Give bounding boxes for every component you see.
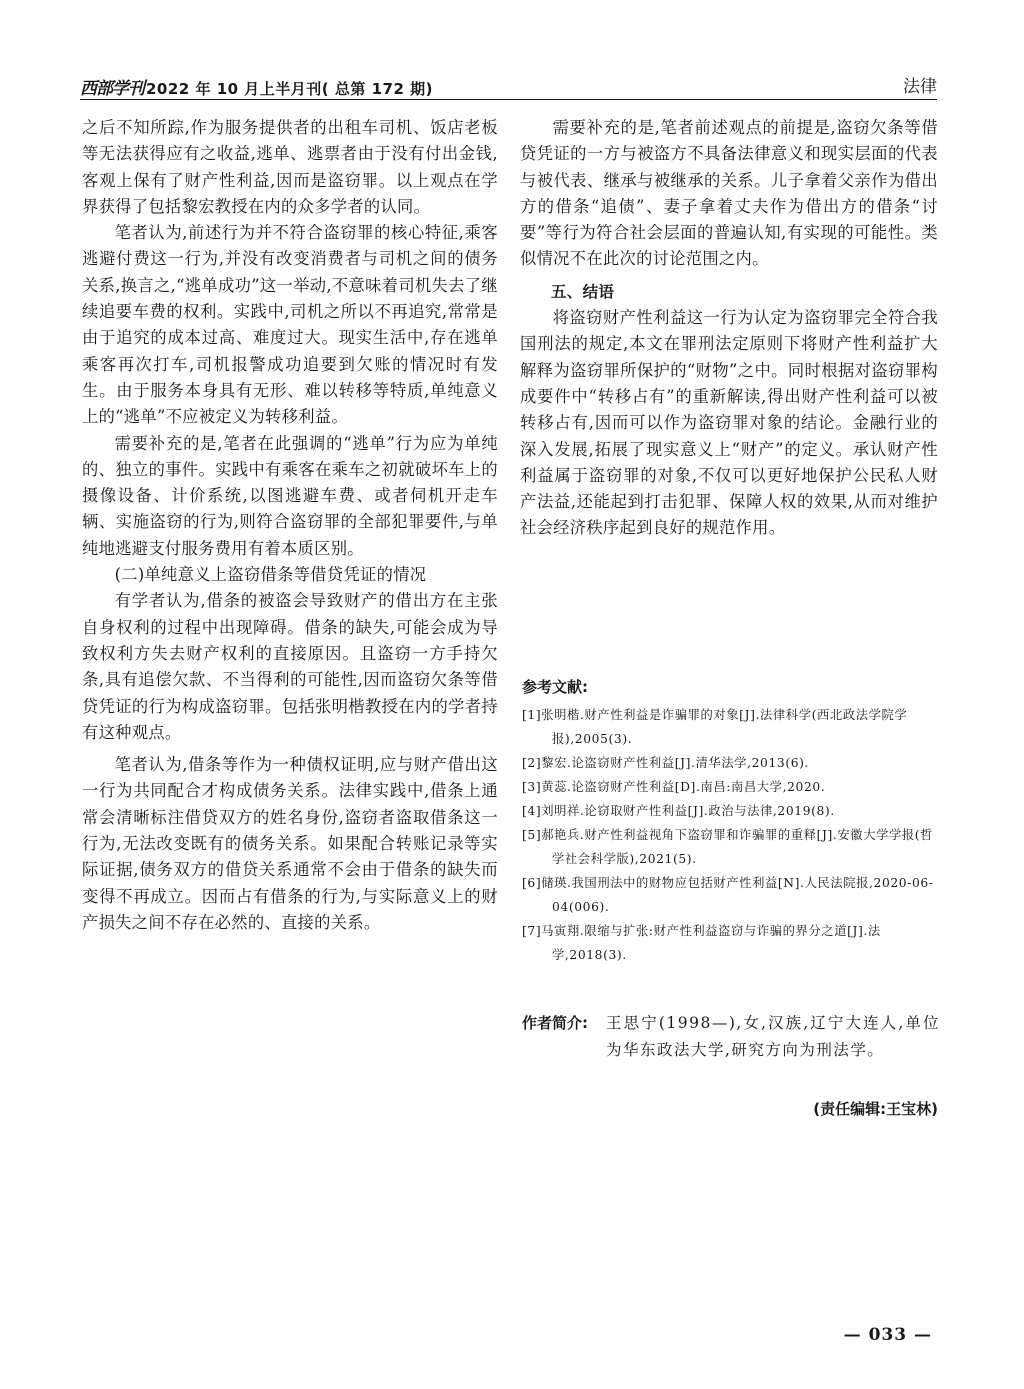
paragraph: 有学者认为,借条的被盗会导致财产的借出方在主张自身权利的过程中出现障碍。借条的缺失,可能会成为导致权利方失去财产权利的直接原因。且盗窃一方手持欠条,具有追偿欠款、不当得利的可能性,因而盗窃欠条等借贷凭证的行为构成盗窃罪。包括张明楷教授在内的学者持有这种观点。 — [82, 591, 498, 742]
subsection-heading: (二)单纯意义上盗窃借条等借贷凭证的情况 — [114, 565, 427, 585]
reference-item: [5]郝艳兵.财产性利益视角下盗窃罪和诈骗罪的重释[J].安徽大学学报(哲学社会科学版),2021(5). — [522, 828, 934, 866]
reference-item: [2]黎宏.论盗窃财产性利益[J].清华法学,2013(6). — [522, 756, 810, 770]
author-bio-text: 王思宁(1998—),女,汉族,辽宁大连人,单位为华东政法大学,研究方向为刑法学。 — [606, 1014, 940, 1059]
journal-logo: 西部学刊 — [80, 79, 144, 99]
author-bio-label: 作者简介: — [522, 1014, 588, 1032]
paragraph: 将盗窃财产性利益这一行为认定为盗窃罪完全符合我国刑法的规定,本文在罪刑法定原则下将财产性利益扩大解释为盗窃罪所保护的“财物”之中。同时根据对盗窃罪构成要件中“转移占有”的重新解读,得出财产性利益可以被转移占有,因而可以作为盗窃罪对象的结论。金融行业的深入发展,拓展了现实意义上“财产”的定义。承认财产性利益属于盗窃罪的对象,不仅可以更好地保护公民私人财产法益,还能起到打击犯罪、保障人权的效果,从而对维护社会经济秩序起到良好的规范作用。 — [520, 308, 938, 538]
author-bio — [522, 1010, 940, 1064]
section-label: 法律 — [903, 77, 937, 97]
reference-item: [4]刘明祥.论窃取财产性利益[J].政治与法律,2019(8). — [522, 804, 835, 818]
references-section — [522, 676, 940, 967]
reference-item: [3]黄蕊.论盗窃财产性利益[D].南昌:南昌大学,2020. — [522, 780, 826, 794]
paragraph: 需要补充的是,笔者前述观点的前提是,盗窃欠条等借贷凭证的一方与被盗方不具备法律意义和现实层面的代表与被代表、继承与被继承的关系。儿子拿着父亲作为借出方的借条“追债”、妻子拿着丈夫作为借出方的借条“讨要”等行为符合社会层面的普遍认知,有实现的可能性。类似情况不在此次的讨论范围之内。 — [520, 118, 938, 269]
issue-info: 2022 年 10 月上半月刊( 总第 172 期) — [146, 80, 433, 98]
reference-item: [1]张明楷.财产性利益是诈骗罪的对象[J].法律科学(西北政法学院学报),2005(3). — [522, 708, 908, 746]
page-number: — 033 — — [843, 1325, 932, 1345]
paragraph: 笔者认为,借条等作为一种债权证明,应与财产借出这一行为共同配合才构成债务关系。法律实践中,借条上通常会清晰标注借贷双方的姓名身份,盗窃者盗取借条这一行为,无法改变既有的债务关系。如果配合转账记录等实际证据,债务双方的借贷关系通常不会由于借条的缺失而变得不再成立。因而占有借条的行为,与实际意义上的财产损失之间不存在必然的、直接的关系。 — [82, 755, 498, 932]
left-column — [82, 115, 498, 936]
paragraph: 之后不知所踪,作为服务提供者的出租车司机、饭店老板等无法获得应有之收益,逃单、逃票者由于没有付出金钱,客观上保有了财产性利益,因而是盗窃罪。以上观点在学界获得了包括黎宏教授在内的众多学者的认同。 — [82, 118, 498, 216]
section-heading: 五、结语 — [551, 282, 615, 301]
header-divider — [80, 99, 937, 100]
header-journal-info — [80, 74, 433, 99]
reference-item: [6]储瑛.我国刑法中的财物应包括财产性利益[N].人民法院报,2020-06-04(006). — [522, 876, 934, 914]
paragraph: 笔者认为,前述行为并不符合盗窃罪的核心特征,乘客逃避付费这一行为,并没有改变消费者与司机之间的债务关系,换言之,“逃单成功”这一举动,不意味着司机失去了继续追要车费的权利。实践中,司机之所以不再追究,常常是由于追究的成本过高、难度过大。现实生活中,存在逃单乘客再次打车,司机报警成功追要到欠账的情况时有发生。由于服务本身具有无形、难以转移等特质,单纯意义上的“逃单”不应被定义为转移利益。 — [82, 223, 498, 427]
right-column — [520, 115, 938, 542]
reference-item: [7]马寅翔.限缩与扩张:财产性利益盗窃与诈骗的界分之道[J].法学,2018(3). — [522, 924, 881, 962]
page-header — [80, 72, 937, 102]
paragraph: 需要补充的是,笔者在此强调的“逃单”行为应为单纯的、独立的事件。实践中有乘客在乘车之初就破坏车上的摄像设备、计价系统,以图逃避车费、或者伺机开走车辆、实施盗窃的行为,则符合盗窃罪的全部犯罪要件,与单纯地逃避支付服务费用有着本质区别。 — [82, 433, 498, 558]
responsible-editor: (责任编辑:王宝林) — [813, 1100, 938, 1118]
references-title: 参考文献: — [522, 678, 588, 696]
